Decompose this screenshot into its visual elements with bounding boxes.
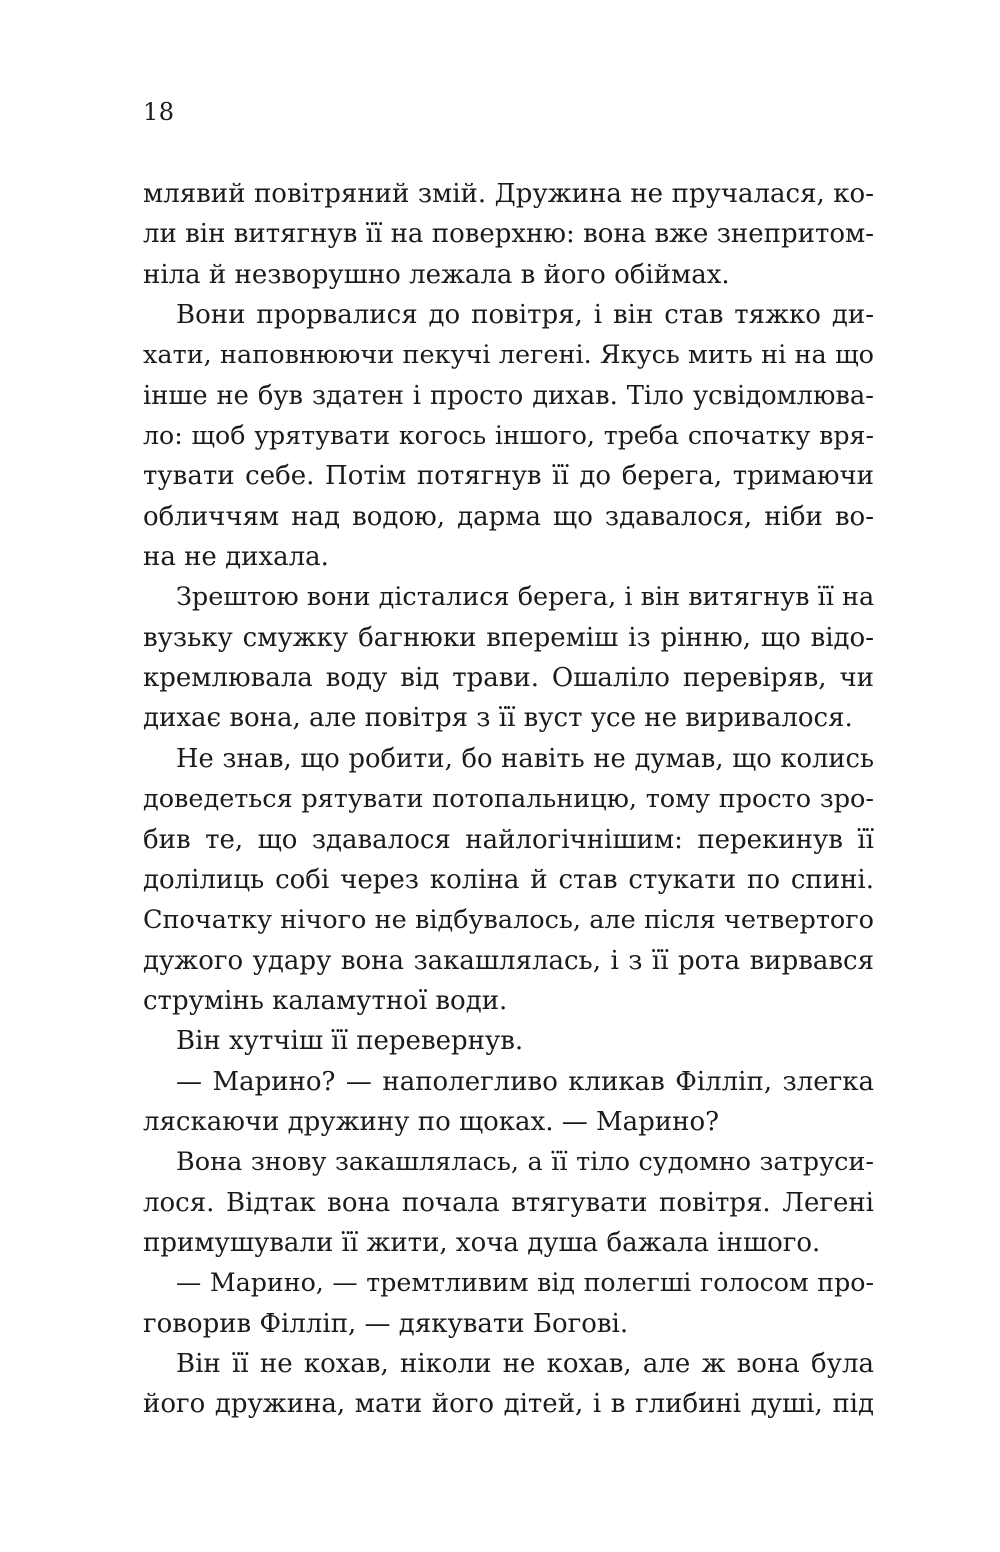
text-line: Вона знову закашлялась, а її тіло судомно затруси- xyxy=(176,1147,874,1178)
text-line: тувати себе. Потім потягнув її до берега, тримаючи xyxy=(143,461,874,492)
text-line: кремлювала воду від трави. Ошаліло перевіряв, чи xyxy=(143,663,874,694)
text-line: обличчям над водою, дарма що здавалося, ніби во- xyxy=(143,501,874,532)
page-number: 18 xyxy=(143,98,175,126)
text-line: примушували її жити, хоча душа бажала іншого. xyxy=(143,1227,821,1258)
text-line: дихає вона, але повітря з її вуст усе не виривалося. xyxy=(143,703,853,734)
text-line: Він хутчіш її перевернув. xyxy=(176,1026,524,1057)
text-line: ляскаючи дружину по щоках. — Марино? xyxy=(143,1106,720,1137)
text-line: доведеться рятувати потопальницю, тому просто зро- xyxy=(143,784,874,815)
text-line: долілиць собі через коліна й став стукати по спині. xyxy=(143,864,874,895)
text-line: лося. Відтак вона почала втягувати повітря. Легені xyxy=(143,1187,874,1218)
text-line: млявий повітряний змій. Дружина не пручалася, ко- xyxy=(143,179,874,209)
text-line: ло: щоб урятувати когось іншого, треба спочатку вря- xyxy=(143,421,874,451)
text-line: струмінь каламутної води. xyxy=(143,985,508,1016)
text-line: вузьку смужку багнюки впереміш із рінню, що відо- xyxy=(143,622,874,653)
text-line: ніла й незворушно лежала в його обіймах. xyxy=(143,259,730,290)
text-line: Спочатку нічого не відбувалось, але після четвертого xyxy=(143,905,874,936)
text-line: — Марино? — наполегливо кликав Філліп, злегка xyxy=(176,1066,874,1097)
text-line: на не дихала. xyxy=(143,542,329,573)
text-line: — Марино, — тремтливим від полегші голосом про- xyxy=(176,1268,874,1298)
text-line: Зрештою вони дісталися берега, і він витягнув її на xyxy=(176,582,875,613)
text-line: ли він витягнув її на поверхню: вона вже знепритом- xyxy=(143,219,874,250)
text-line: його дружина, мати його дітей, і в глибині душі, під xyxy=(143,1389,874,1420)
text-line: інше не був здатен і просто дихав. Тіло усвідомлюва- xyxy=(143,380,874,411)
text-line: хати, наповнюючи пекучі легені. Якусь мить ні на що xyxy=(143,340,874,371)
text-line: Вони прорвалися до повітря, і він став тяжко ди- xyxy=(176,300,874,331)
body-text xyxy=(143,174,874,1425)
text-line: бив те, що здавалося найлогічнішим: перекинув її xyxy=(143,824,874,855)
text-line: Не знав, що робити, бо навіть не думав, що колись xyxy=(176,743,874,774)
text-line: говорив Філліп, — дякувати Богові. xyxy=(143,1308,629,1339)
text-line: Він її не кохав, ніколи не кохав, але ж вона була xyxy=(176,1348,874,1379)
text-line: дужого удару вона закашлялась, і з її рота вирвався xyxy=(143,945,874,976)
